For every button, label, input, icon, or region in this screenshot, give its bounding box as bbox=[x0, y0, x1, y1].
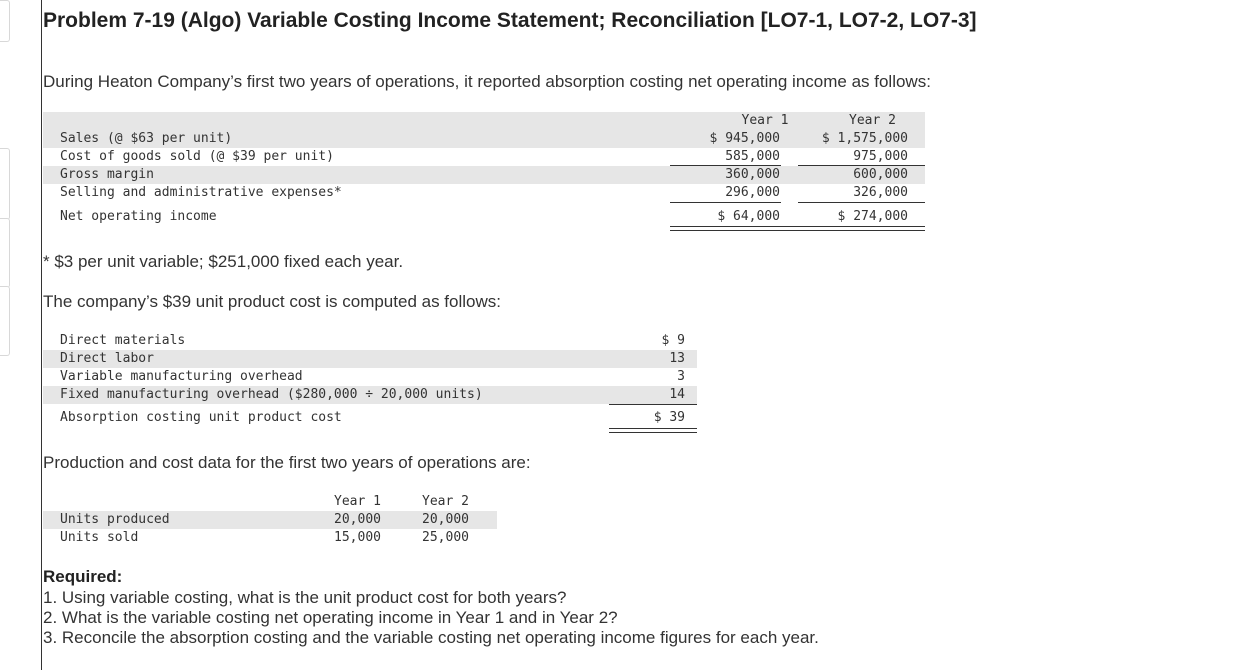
cell-value: $ 274,000 bbox=[837, 209, 908, 224]
list-item: 1. Using variable costing, what is the unit product cost for both years? bbox=[43, 588, 567, 607]
row-label: Sales (@ $63 per unit) bbox=[60, 131, 233, 146]
cell-value: $ 945,000 bbox=[709, 131, 780, 146]
intro-text: During Heaton Company’s first two years of operations, it reported absorption costing net operating income as follows: bbox=[43, 72, 931, 91]
left-border bbox=[41, 0, 42, 670]
table-row bbox=[43, 511, 497, 529]
row-label: Units sold bbox=[60, 530, 139, 545]
table-row bbox=[43, 148, 925, 166]
cell-value: 975,000 bbox=[853, 149, 908, 164]
list-item: 3. Reconcile the absorption costing and the variable costing net operating income figures for each year. bbox=[43, 628, 819, 647]
row-label: Net operating income bbox=[60, 209, 217, 224]
row-label: Cost of goods sold (@ $39 per unit) bbox=[60, 149, 334, 164]
row-label: Selling and administrative expenses* bbox=[60, 185, 342, 200]
cell-value: $ 64,000 bbox=[717, 209, 780, 224]
cell-value: 20,000 bbox=[334, 512, 381, 527]
row-label: Variable manufacturing overhead bbox=[60, 369, 303, 384]
total-double-rule bbox=[609, 428, 697, 433]
cell-value: 360,000 bbox=[725, 167, 780, 182]
table-row bbox=[43, 332, 697, 350]
table-row bbox=[43, 184, 925, 202]
column-header: Year 1 bbox=[741, 113, 789, 128]
cell-value: 296,000 bbox=[725, 185, 780, 200]
subtotal-rule bbox=[670, 202, 781, 203]
production-intro: Production and cost data for the first two years of operations are: bbox=[43, 453, 531, 472]
column-header: Year 2 bbox=[849, 113, 896, 128]
unit-cost-table bbox=[43, 332, 697, 436]
production-table bbox=[43, 493, 497, 549]
table-row bbox=[43, 130, 925, 148]
table-header-row bbox=[43, 112, 925, 130]
total-double-rule bbox=[670, 226, 925, 231]
table-row bbox=[43, 166, 925, 184]
subtotal-rule bbox=[798, 165, 925, 166]
side-tab[interactable] bbox=[0, 148, 10, 220]
row-label: Units produced bbox=[60, 512, 170, 527]
table-header-row bbox=[43, 493, 497, 511]
cell-value: 15,000 bbox=[334, 530, 381, 545]
footnote: * $3 per unit variable; $251,000 fixed each year. bbox=[43, 252, 404, 271]
cell-value: $ 39 bbox=[653, 410, 685, 425]
required-heading: Required: bbox=[43, 567, 123, 586]
subtotal-rule bbox=[798, 202, 925, 203]
cell-value: 25,000 bbox=[422, 530, 469, 545]
table-row bbox=[43, 409, 697, 427]
cell-value: 3 bbox=[677, 369, 685, 384]
side-tab[interactable] bbox=[0, 0, 10, 42]
income-statement-table bbox=[43, 112, 925, 234]
table-row bbox=[43, 529, 497, 547]
problem-title: Problem 7-19 (Algo) Variable Costing Income Statement; Reconciliation [LO7-1, LO7-2, LO7-3] bbox=[43, 9, 977, 32]
list-item: 2. What is the variable costing net operating income in Year 1 and in Year 2? bbox=[43, 608, 618, 627]
column-header: Year 2 bbox=[422, 494, 469, 509]
side-tab[interactable] bbox=[0, 286, 10, 356]
required-list bbox=[43, 588, 819, 648]
column-header: Year 1 bbox=[334, 494, 381, 509]
table-row bbox=[43, 368, 697, 386]
cell-value: 600,000 bbox=[853, 167, 908, 182]
row-label: Fixed manufacturing overhead ($280,000 ÷ 20,000 units) bbox=[60, 387, 483, 402]
side-tab[interactable] bbox=[0, 218, 10, 288]
subtotal-rule bbox=[609, 404, 697, 405]
cell-value: $ 9 bbox=[661, 333, 685, 348]
row-label: Absorption costing unit product cost bbox=[60, 410, 342, 425]
row-label: Direct labor bbox=[60, 351, 154, 366]
table-row bbox=[43, 386, 697, 404]
cell-value: 13 bbox=[669, 351, 685, 366]
row-label: Gross margin bbox=[60, 167, 154, 182]
row-label: Direct materials bbox=[60, 333, 186, 348]
table-row bbox=[43, 350, 697, 368]
cell-value: 20,000 bbox=[422, 512, 469, 527]
cell-value: 585,000 bbox=[725, 149, 780, 164]
cell-value: $ 1,575,000 bbox=[821, 131, 908, 146]
unit-cost-intro: The company’s $39 unit product cost is computed as follows: bbox=[43, 292, 501, 311]
table-row bbox=[43, 208, 925, 226]
subtotal-rule bbox=[670, 165, 781, 166]
cell-value: 326,000 bbox=[853, 185, 908, 200]
cell-value: 14 bbox=[669, 387, 685, 402]
